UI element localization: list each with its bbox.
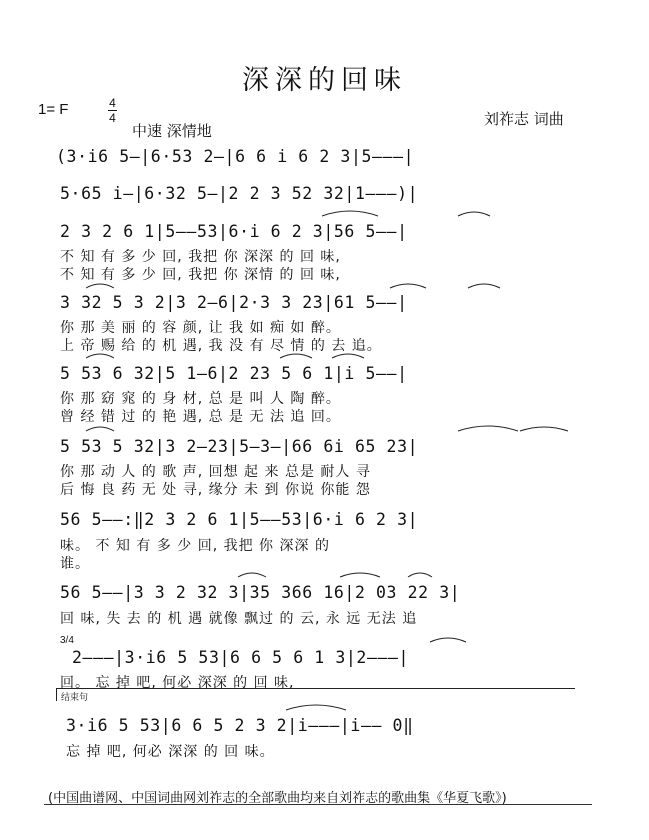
- coda-label: 结束句: [61, 693, 89, 703]
- score-line: 3 32 5 3 2|3 2—6|2·3 3 23|61 5——|: [60, 293, 408, 312]
- composer-credit: 刘祚志 词曲: [484, 110, 564, 128]
- lyric-line: 上 帝 赐 给 的 机 遇, 我 没 有 尽 情 的 去 追。: [60, 338, 382, 354]
- lyric-line: 回 味, 失 去 的 机 遇 就像 飘过 的 云, 永 远 无法 追: [60, 611, 418, 627]
- key-signature: 1= F: [38, 101, 69, 118]
- lyric-line: 味。 不 知 有 多 少 回, 我把 你 深深 的: [60, 538, 330, 554]
- lyric-line: 谁。: [60, 556, 90, 572]
- lyric-line: 你 那 动 人 的 歌 声, 回想 起 来 总是 耐人 寻: [60, 464, 371, 480]
- score-line: 5·65 i—|6·32 5—|2 2 3 52 32|1———)|: [60, 184, 419, 203]
- lyric-line: 你 那 窈 窕 的 身 材, 总 是 叫 人 陶 醉。: [60, 391, 341, 407]
- lyric-line: 你 那 美 丽 的 容 颜, 让 我 如 痴 如 醉。: [60, 320, 341, 336]
- score-line: 2———|3·i6 5 53|6 6 5 6 1 3|2———|: [72, 648, 410, 667]
- lyric-line: 回。 忘 掉 吧, 何必 深深 的 回 味,: [60, 675, 295, 691]
- tempo-marking: 中速 深情地: [132, 122, 212, 140]
- lyric-line: 后 悔 良 药 无 处 寻, 缘分 未 到 你说 你能 怨: [60, 482, 371, 498]
- time-change-marking: 3/4: [60, 635, 74, 646]
- coda-score-line: 3·i6 5 53|6 6 5 2 3 2|i———|i—— 0‖: [66, 716, 414, 735]
- score-line: 56 5——|3 3 2 32 3|35 366 16|2 03 22 3|: [60, 583, 461, 602]
- score-line: 5 53 5 32|3 2—23|5—3—|66 6i 65 23|: [60, 437, 419, 456]
- score-line: 2 3 2 6 1|5——53|6·i 6 2 3|56 5——|: [60, 222, 408, 241]
- lyric-line: 曾 经 错 过 的 艳 遇, 总 是 无 法 追 回。: [60, 409, 341, 425]
- footer-note: (中国曲谱网、中国词曲网刘祚志的全部歌曲均来自刘祚志的歌曲集《华夏飞歌》): [48, 791, 507, 806]
- page-title: 深深的回味: [242, 65, 407, 96]
- score-line: 5 53 6 32|5 1—6|2 23 5 6 1|i 5——|: [60, 364, 408, 383]
- lyric-line: 不 知 有 多 少 回, 我把 你 深情 的 回 味,: [60, 267, 341, 283]
- score-line: (3·i6 5—|6·53 2—|6 6 i 6 2 3|5———|: [56, 147, 415, 166]
- time-signature-bottom: 4: [109, 111, 116, 125]
- score-line: 56 5——:‖2 3 2 6 1|5——53|6·i 6 2 3|: [60, 510, 419, 529]
- time-signature-top: 4: [109, 96, 116, 110]
- coda-lyric-line: 忘 掉 吧, 何必 深深 的 回 味。: [66, 744, 275, 760]
- lyric-line: 不 知 有 多 少 回, 我把 你 深深 的 回 味,: [60, 249, 341, 265]
